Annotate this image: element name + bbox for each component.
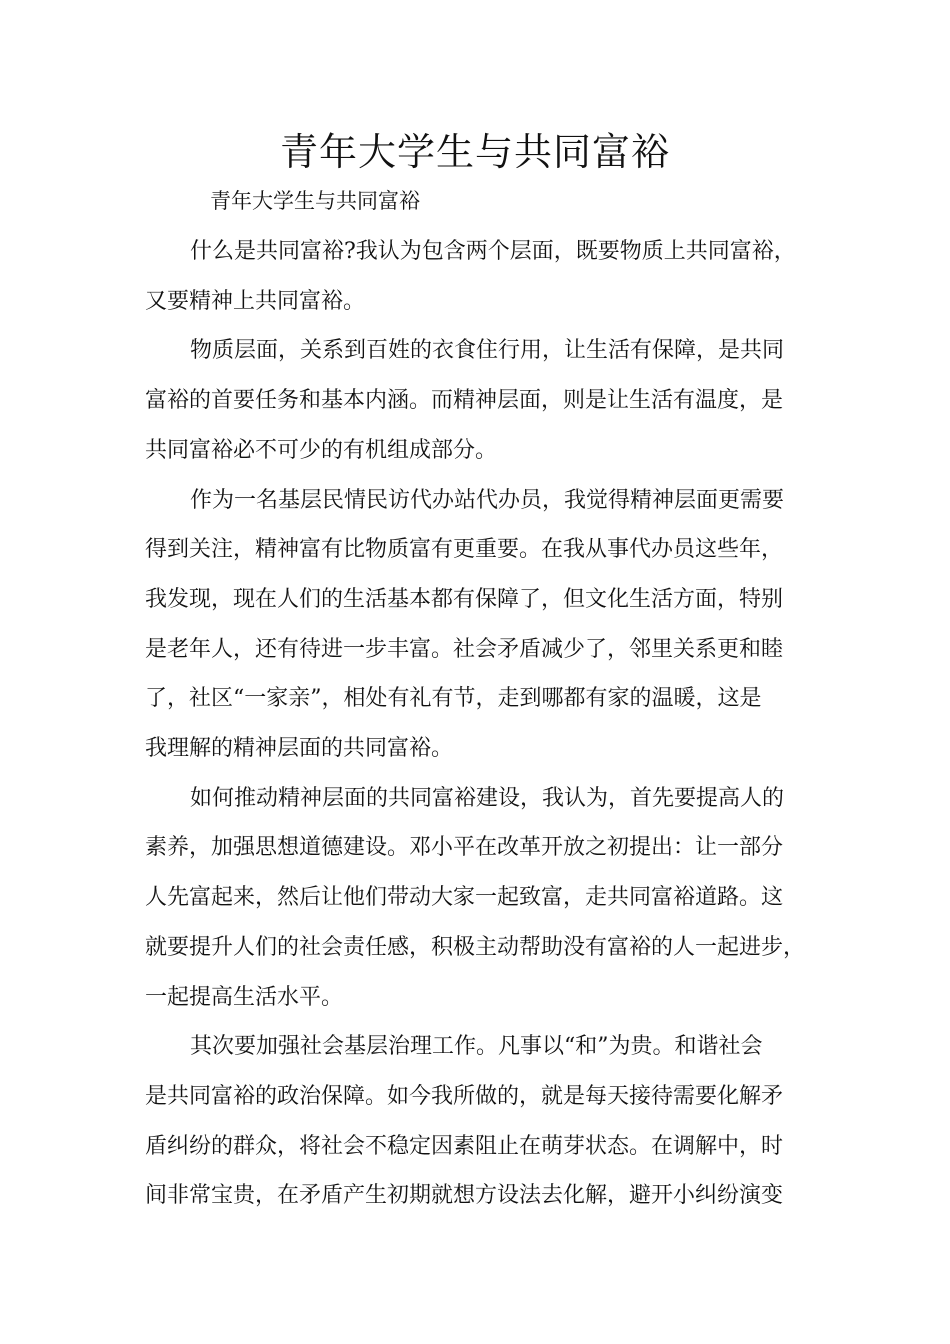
text-line: 就要提升人们的社会责任感，积极主动帮助没有富裕的人一起进步， <box>145 934 806 960</box>
text-line: 我理解的精神层面的共同富裕。 <box>145 736 454 762</box>
text-line: 得到关注，精神富有比物质富有更重要。在我从事代办员这些年， <box>145 537 784 563</box>
text-line: 是共同富裕的政治保障。如今我所做的，就是每天接待需要化解矛 <box>145 1083 784 1109</box>
text-line: 间非常宝贵，在矛盾产生初期就想方设法去化解，避开小纠纷演变 <box>145 1183 784 1209</box>
text-line: 人先富起来，然后让他们带动大家一起致富，走共同富裕道路。这 <box>145 885 784 911</box>
text-line: 其次要加强社会基层治理工作。凡事以“和”为贵。和谐社会 <box>190 1034 763 1060</box>
text-line: 物质层面，关系到百姓的衣食住行用，让生活有保障，是共同 <box>190 338 785 364</box>
text-line: 盾纠纷的群众，将社会不稳定因素阻止在萌芽状态。在调解中，时 <box>145 1133 784 1159</box>
text-line: 了，社区“一家亲”，相处有礼有节，走到哪都有家的温暖，这是 <box>145 686 762 712</box>
document-title: 青年大学生与共同富裕 <box>279 130 670 174</box>
text-line: 又要精神上共同富裕。 <box>145 288 366 314</box>
document-body <box>145 227 825 1221</box>
text-line: 富裕的首要任务和基本内涵。而精神层面，则是让生活有温度，是 <box>145 388 784 414</box>
text-line: 素养，加强思想道德建设。邓小平在改革开放之初提出：让一部分 <box>145 835 784 861</box>
text-line: 我发现，现在人们的生活基本都有保障了，但文化生活方面，特别 <box>145 586 784 612</box>
text-line: 一起提高生活水平。 <box>145 984 344 1010</box>
document-subtitle: 青年大学生与共同富裕 <box>210 189 420 213</box>
text-line: 作为一名基层民情民访代办站代办员，我觉得精神层面更需要 <box>190 487 785 513</box>
text-line: 什么是共同富裕?我认为包含两个层面，既要物质上共同富裕， <box>190 239 796 264</box>
text-line: 共同富裕必不可少的有机组成部分。 <box>145 437 498 463</box>
text-line: 是老年人，还有待进一步丰富。社会矛盾减少了，邻里关系更和睦 <box>145 636 784 662</box>
text-line: 如何推动精神层面的共同富裕建设，我认为，首先要提高人的 <box>190 785 785 811</box>
